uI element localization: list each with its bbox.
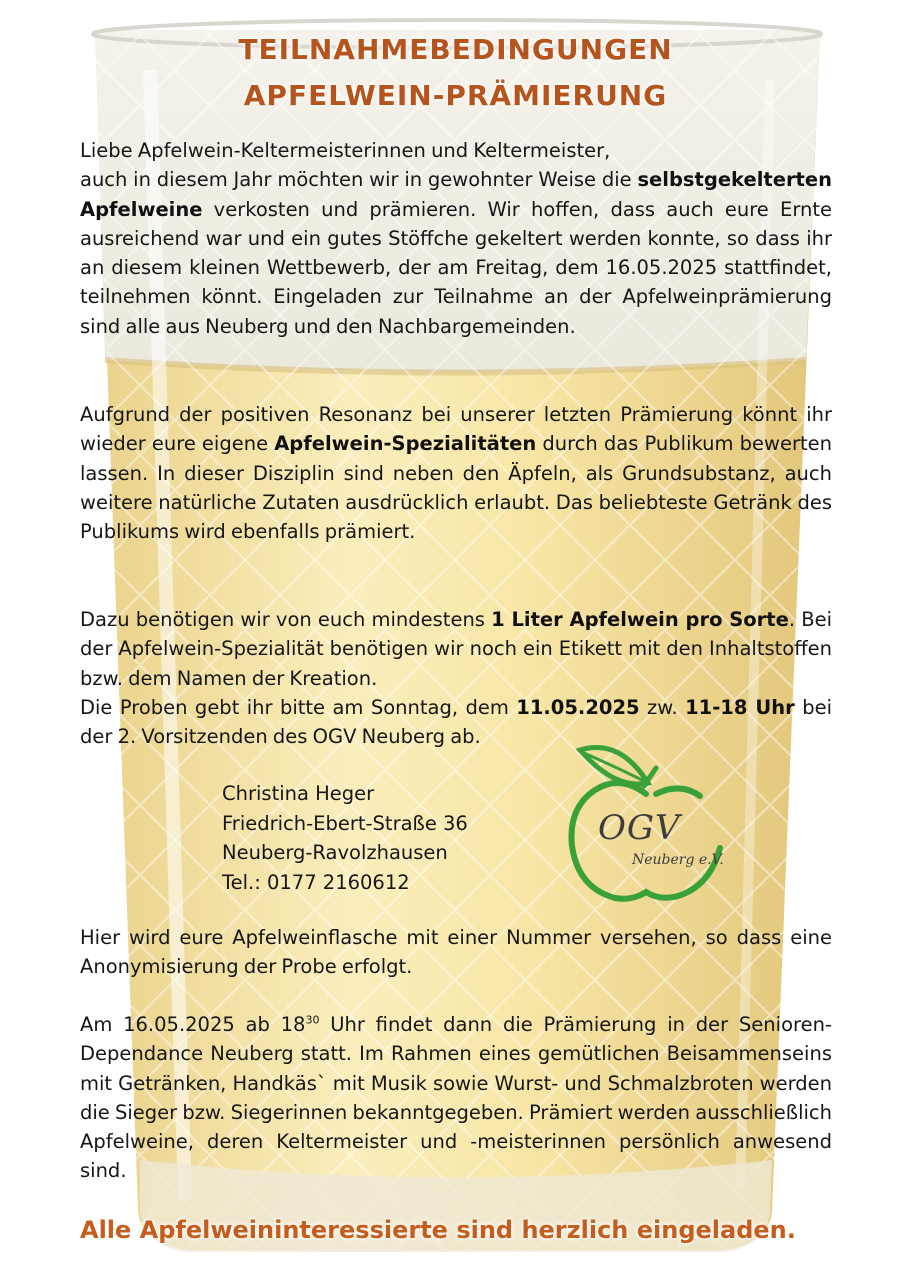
text: auch in diesem Jahr möchten wir in gewohnter Weise die: [80, 168, 638, 192]
paragraph-award-ceremony: [80, 1010, 832, 1186]
text: Die Proben gebt ihr bitte am Sonntag, dem: [80, 695, 517, 719]
text: Am 16.05.2025 ab 18: [80, 1013, 306, 1036]
text: bei der 2. Vorsitzenden des OGV Neuberg ab.: [80, 695, 832, 749]
page-subtitle: APFELWEIN-PRÄMIERUNG: [243, 79, 668, 112]
text: Uhr findet dann die Prämierung in der Senioren-Dependance Neuberg statt. Im Rahmen eines gemütlichen Beisammenseins mit Getränken, Handkäs` mit Musik sowie Wurst- und Schmalzbroten werden die Sieger bzw. Siegerinnen bekanntgegeben. Prämiert werden ausschließlich Apfelweine, deren Keltermeister und -meisterinnen persönlich anwesend sind.: [80, 1013, 832, 1183]
contact-city: Neuberg-Ravolzhausen: [222, 841, 448, 864]
logo-text: OGV: [598, 808, 681, 848]
contact-street: Friedrich-Ebert-Straße 36: [222, 811, 468, 835]
bold-text: selbstgekelterten Apfelweine: [80, 168, 832, 221]
contact-name: Christina Heger: [222, 782, 375, 805]
superscript-minutes: 30: [305, 1013, 320, 1027]
paragraph-anonymization: Hier wird eure Apfelweinflasche mit einer Nummer versehen, so dass eine Anonymisierung der Probe erfolgt.: [80, 926, 832, 979]
text: verkosten und prämieren. Wir hoffen, dass auch eure Ernte ausreichend war und ein gutes Stöffche gekeltert werden konnte, so dass ihr an diesem kleinen Wettbewerb, der am Freitag, dem 16.05.2025 stattfindet, teilnehmen könnt. Eingeladen zur Teilnahme an der Apfelweinprämierung sind alle aus Neuberg und den Nachbargemeinden.: [80, 197, 832, 338]
greeting: Liebe Apfelwein-Keltermeisterinnen und Keltermeister,: [80, 139, 611, 162]
text: zw.: [639, 695, 686, 719]
paragraph-requirements: [80, 605, 832, 751]
closing-invitation: Alle Apfelweininteressierte sind herzlich eingeladen.: [80, 1216, 796, 1244]
text: Dazu benötigen wir von euch mindestens: [80, 608, 492, 631]
bold-text: Apfelwein-Spezialitäten: [274, 432, 537, 456]
contact-phone: Tel.: 0177 2160612: [222, 870, 410, 894]
contact-address: [222, 779, 468, 897]
text: Aufgrund der positiven Resonanz bei unserer letzten Prämierung könnt ihr wieder eure eigene: [80, 403, 832, 456]
text: durch das Publikum bewerten lassen. In dieser Disziplin sind neben den Äpfeln, als Grundsubstanz, auch weitere natürliche Zutaten ausdrücklich erlaubt. Das beliebteste Getränk des Publikums wird ebenfalls prämiert.: [80, 432, 832, 544]
paragraph-specialties: [80, 400, 832, 546]
bold-time: 11-18 Uhr: [685, 695, 795, 719]
page-title: TEILNAHMEBEDINGUNGEN: [238, 33, 673, 66]
logo-subtext: Neuberg e.V.: [632, 852, 724, 868]
text: . Bei der Apfelwein-Spezialität benötigen wir noch ein Etikett mit den Inhaltstoffen bzw. dem Namen der Kreation.: [80, 608, 833, 690]
bold-text: 1 Liter Apfelwein pro Sorte: [491, 608, 789, 631]
bold-date: 11.05.2025: [516, 695, 640, 719]
paragraph-invitation: [80, 136, 832, 341]
